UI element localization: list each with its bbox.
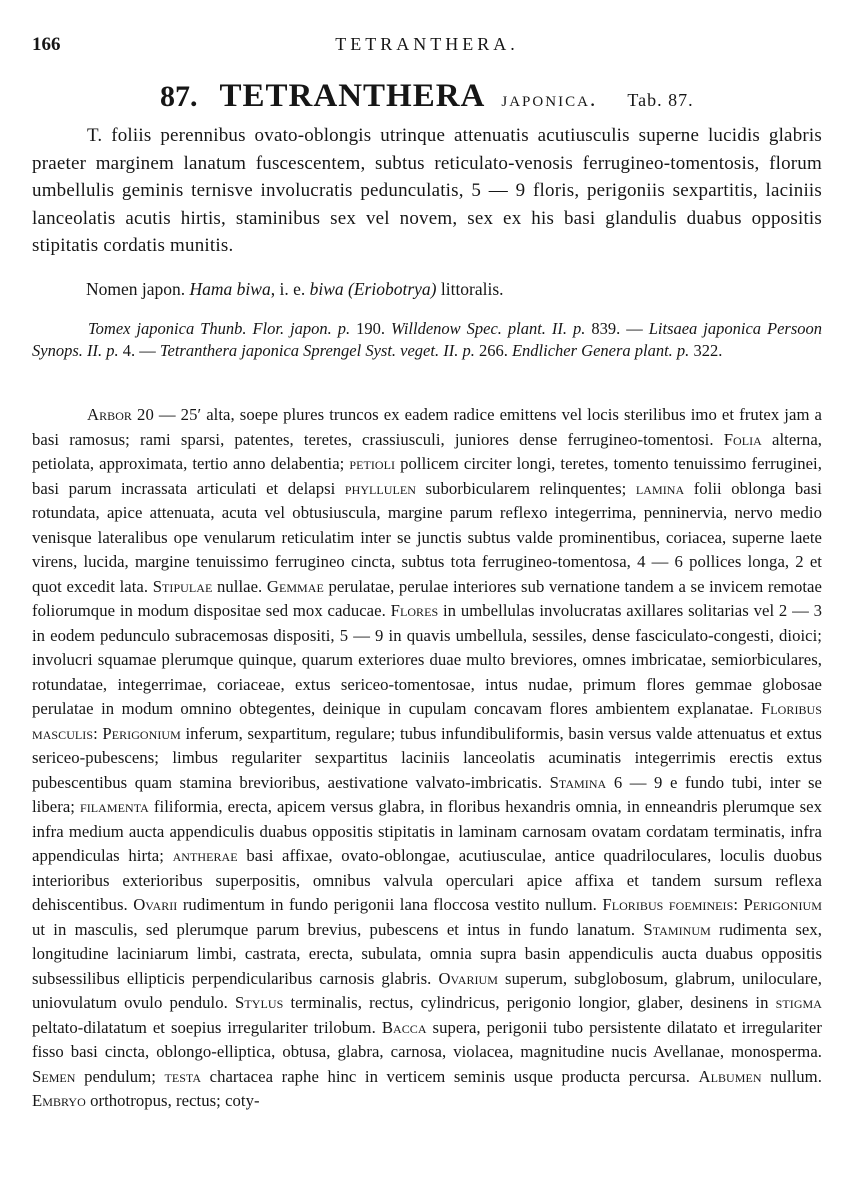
text-lamina: folii oblonga basi rotundata, apice attenuata, acuta vel obtusiuscula, margine parum reflexo integerrima, penninervia, nervo medio venisque lateralibus ope venularum reticulatim inter se junctis subtus valde prominentibus, coriacea, superne laete virens, lucida, margine tenuissimo ferrugineo cincta, subtus tota ferrugineo-tomentosa, 4 — 6 pollices longa, 2 et quot excedit lata. <box>32 478 822 596</box>
text-ovarii: rudimentum in fundo perigonii lana floccosa vestito nullum. <box>182 895 597 914</box>
synonym-thunberg: Tomex japonica Thunb. Flor. japon. p. <box>88 319 351 338</box>
text-flores: in umbellulas involucratas axillares solitarias vel 2 — 3 in eodem pedunculo subracemosas dispositi, 5 — 9 in quavis umbellula, sessiles, dense fasciculato-congesti, dioici; involucri squamae plerumque quinque, quarum exteriores duae multo breviores, omnes imbricatae, semiorbiculares, rotundatae, integerrimae, coriaceae, extus sericeo-tomentosae, intus nudae, primum flores gemmae globosae perulatae in modum omnino obtegentes, deinique in cupulam concavam flores ambientem explanatae. <box>32 601 822 718</box>
term-stamina: Stamina <box>549 772 607 792</box>
synonym-persoon-page: 4. — <box>122 341 156 360</box>
page-number: 166 <box>32 34 61 55</box>
synonymy-paragraph <box>32 318 822 362</box>
text-stipulae: nullae. <box>216 576 263 596</box>
term-ovarii: Ovarii <box>133 895 178 914</box>
term-testa: testa <box>164 1066 202 1086</box>
term-floribus-masculis: Floribus masculis: <box>32 699 822 743</box>
term-folia: Folia <box>723 429 762 449</box>
nomen-name: Hama biwa <box>189 279 271 299</box>
text-stigma: peltato-dilatatum et soepius irregulariter trilobum. <box>32 1017 376 1037</box>
synonym-sprengel-page: 266. <box>478 341 508 360</box>
text-gemmae: perulatae, perulae interiores sub vernatione tandem a se invicem remotae foliorumque in modum dispositae sed mox caducae. <box>32 576 822 620</box>
term-perigonium-masc: Perigonium <box>102 723 181 743</box>
term-phyllulen: phyllulen <box>344 478 416 498</box>
term-floribus-foemineis: Floribus foemineis: <box>602 895 739 914</box>
nomen-gloss: biwa (Eriobotrya) <box>309 279 437 299</box>
species-heading <box>160 78 694 115</box>
term-arbor: Arbor <box>87 405 132 424</box>
species-epithet: japonica. <box>501 86 598 111</box>
synonym-willdenow: Willdenow Spec. plant. II. p. <box>390 319 586 338</box>
term-filamenta: filamenta <box>80 797 149 816</box>
nomen-lead: Nomen japon. <box>86 279 186 299</box>
term-bacca: Bacca <box>381 1017 427 1037</box>
term-petioli: petioli <box>349 454 396 473</box>
text-arbor: 20 — 25′ alta, soepe plures truncos ex eadem radice emittens vel locis sterilibus imo et frutex jam a basi ramosus; rami sparsi, patentes, teretes, crassiusculi, juniores dense ferrugineo-tomentosi. <box>32 405 822 449</box>
text-filamenta: filiformia, erecta, apicem versus glabra, in floribus hexandris omnia, in enneandris plerumque sex infra medium aucta appendiculis duabus oppositis stipitatis in laminam carnosam ovatam cordatam terminatis, infra appendiculas hirta; <box>32 797 822 865</box>
running-title: TETRANTHERA. <box>335 34 519 54</box>
running-head <box>32 34 822 56</box>
synonym-sprengel: Tetranthera japonica Sprengel Syst. veget. II. p. <box>159 341 475 360</box>
text-stamina: 6 — 9 e fundo tubi, inter se libera; <box>32 772 822 816</box>
term-stylus: Stylus <box>235 993 284 1012</box>
text-testa: chartacea raphe hinc in verticem seminis usque producta percursa. <box>209 1066 690 1086</box>
text-phyllulen: suborbicularem relinquentes; <box>425 478 627 498</box>
text-staminum: rudimenta sex, longitudine laciniarum limbi, castrata, erecta, subulata, omnia supra basin appendiculis aucta duabus oppositis subsessilibus ellipticis perpendicularibus carnosis glabris. <box>32 919 822 988</box>
synonym-endlicher: Endlicher Genera plant. p. <box>511 341 690 360</box>
synonym-willdenow-page: 839. — <box>591 319 643 338</box>
text-albumen: nullum. <box>770 1066 822 1086</box>
term-perigonium-fem: Perigonium <box>743 895 822 914</box>
text-embryo: orthotropus, rectus; coty- <box>90 1091 260 1110</box>
synonym-thunberg-page: 190. <box>356 319 385 338</box>
text-stylus: terminalis, rectus, cylindricus, perigonio longior, glaber, desinens in <box>290 993 769 1012</box>
text-ovarium: superum, subglobosum, glabrum, uniloculare, uniovulatum ovulo pendulo. <box>32 968 822 1012</box>
term-lamina: lamina <box>635 478 685 498</box>
text-semen: pendulum; <box>84 1066 156 1086</box>
japanese-name <box>86 279 504 300</box>
text-antherae: basi affixae, ovato-oblongae, acutiusculae, antice quadriloculares, loculis duobus interioribus exterioribus superpositis, omnibus valvula operculari apice affixa et tandem sursum reflexa dehiscentibus. <box>32 846 822 914</box>
diagnosis-paragraph: T. foliis perennibus ovato-oblongis utrinque attenuatis acutiusculis superne lucidis glabris praeter marginem lanatum fuscescentem, subtus reticulato-venosis ferrugineo-tomentosis, florum umbellulis geminis ternisve involucratis pedunculatis, 5 — 9 floris, perigoniis sexpartitis, laciniis lanceolatis acutis hirtis, staminibus sex vel novem, sex ex his basi glandulis duabus oppositis stipitatis cordatis munitis. <box>32 125 822 256</box>
description-paragraph <box>32 403 822 1114</box>
term-ovarium: Ovarium <box>438 968 498 988</box>
text-perigonium-fem: ut in masculis, sed plerumque parum brevius, pubescens et intus in fundo lanatum. <box>32 919 636 939</box>
term-albumen: Albumen <box>698 1066 762 1086</box>
nomen-tail: littoralis. <box>440 279 504 299</box>
term-embryo: Embryo <box>32 1091 86 1110</box>
term-antherae: antherae <box>172 846 238 865</box>
nomen-ie: , i. e. <box>270 279 306 299</box>
term-stigma: stigma <box>775 993 822 1012</box>
term-semen: Semen <box>32 1066 76 1086</box>
plate-reference: Tab. 87. <box>627 90 694 110</box>
text-folia: alterna, petiolata, approximata, tertio anno delabentia; <box>32 429 822 473</box>
term-stipulae: Stipulae <box>152 576 213 596</box>
text-perigonium-masc: inferum, sexpartitum, regulare; tubus infundibuliformis, basin versus valde attenuatus et extus sericeo-pubescens; limbus regulariter sexpartitus laciniis lanceolatis acuminatis integerrimis erectis extus pubescentibus quam stamina brevioribus, aestivatione valvato-imbricatis. <box>32 723 822 792</box>
term-flores: Flores <box>390 601 439 620</box>
term-gemmae: Gemmae <box>266 576 324 596</box>
text-bacca: supera, perigonii tubo persistente dilatato et irregulariter fisso basi cincta, oblongo-elliptica, obtusa, glabra, carnosa, violacea, magnitudine nucis Avellanae, monosperma. <box>32 1017 822 1061</box>
term-staminum: Staminum <box>643 919 711 939</box>
synonym-endlicher-page: 322. <box>693 341 723 360</box>
genus-name: TETRANTHERA <box>219 78 486 114</box>
text-petioli: pollicem circiter longi, teretes, tomento tenuissimo ferruginei, basi parum incrassata articulati et delapsi <box>32 454 822 498</box>
synonym-persoon: Litsaea japonica Persoon Synops. II. p. <box>32 319 823 360</box>
species-number: 87. <box>160 80 198 113</box>
